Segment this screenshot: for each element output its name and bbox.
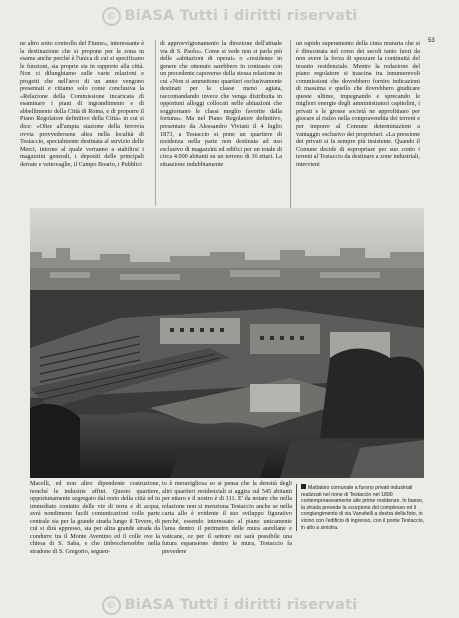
photograph-image [30,208,424,478]
copyright-icon: © [102,596,121,615]
column-divider [290,40,291,210]
copyright-icon: © [102,7,121,26]
caption-marker-icon [301,484,306,489]
watermark-bottom [0,596,459,615]
column-divider [155,40,156,206]
text-column-1 [20,40,144,205]
watermark-text: BiASA Tutti i diritti riservati [124,8,358,24]
bottom-column-2-text: to è meravigliosa so si pensa che la densità degli altri quartieri residenziali si aggira sul 545 abitanti per ettaro e il nostro è di 111. E' da notare che nella relazione non si menziona Testaccio anche se nella carta allo è evidente il suo sviluppo figurativo perché, essendo interessato al piano unicamente l'area dentro il perimetro delle mura aureliane e vaticane, ce per il settore est sarà possibile una futura espansione dentro le mura, Testaccio fa prevedere [162,480,292,555]
text-column-3 [296,40,420,215]
watermark-top [0,7,459,26]
bottom-column-2 [162,480,292,588]
column-2-text: di approvvigionamento la direzione dell'attuale via di S. Paolo». Come si vede non si parla più delle «abitazioni di operai» o «residenze in genere che ottenuto sarebbero in contrasto con un precedente capoverso della stessa relazione in cui «Non si ammettono quartieri esclusivamente destinati per la classe meno agiata, raccomandando invece che venga distribuita in opportuni alloggi collocati nelle abitazioni che soggiornano le classi meglio favorite dalla fortuna». Ma nel Piano Regolatore definitivo, presentato da Alessandro Viviani il 4 luglio 1873, a Testaccio si pone un quartiere di residenza nella parte non destinata ad uso esclusivo di magazzini ed edifici per un totale di circa 4.000 abitanti su un terreno di 36 ettari. La situazione indubbiamente [160,40,282,168]
column-1-text: ne altro sotto controllo del Fiume», interessante è la destinazione che si propone per la zona in esame anche perché è l'unica di cui si specificano le funzioni, sia proprie sia in rapporto alla città. Non ci dilunghiamo sulle varie relazioni e progetti che nell'arco di un anno vengono presentati e citiamo solo come conclusiva la «Relazione della Commissione incaricata di esaminare i piani di ingrandimento e di abbellimento della Città di Roma, e di proporre il Piano Regolatore definitivo della Città» in cui si dice: «Oltre all'ampia stazione della ferrovia ovvia provvedersene altra nella località di Testaccio, specialmente destinata al servizio delle Merci, intorno al quale verranno a stabilirsi i magazzini generali, i depositi delle principali derrate e vettovaglie, il Campo Boario, i Pubblici [20,40,144,168]
page-number: 53 [428,38,435,44]
caption-text: Mattatoio comunale a furono privati industriali realizzati nel rione di Testaccio nel 1890 contemporaneamente alle prime residenze. In basso, la strada prevede la scorpione del complesso ed il congiungimento di via Vanvitelli a destra della foto, in vicino con l'edificio di ingresso, con il ponte Testaccio, in alto a sinistra. [301,485,425,531]
bottom-column-1-text: Macelli, ed non altro dipendente costruzione, nonché le industrie affini. Questo quartiere, opportunamente segregato dal resto della città ed in immediato contatto delle vie di terra e di acqua, avrà nondimeno facili comunicazioni colle parte centrale sia per la grande strada lungo il Tevere, di cui si dirà appresso, sia per altra grande strada da condurre tra il Monte Aventino ed il colle ove la chiesa di S. Saba, e che imbocchersebbe nella stradone di S. Gregorio, seguen- [30,480,160,555]
bottom-column-1 [30,480,160,588]
text-column-2 [160,40,282,205]
column-3-text: un rapido superamento della cinta muraria che si è dimostrata nel corso dei secoli tanto fuori da non avere la forza di spezzare la continuità del tessuto residenziale. Mentre la redazione del piano regolatore si trascina tra innumerevoli commissioni che dovrebbero fornire indicazioni di massima e quello che dovrebbero giudicare queste ultime, impegnando e sprecando le migliori energie degli amministratori capitolini, i privati e le grosse società ne approfittano per giocare al rialzo nella compravendita dei terreni e per imporre al Comune determinazioni a vantaggio esclusivo dei proprietari. «La pressione dei privati si fa sempre più insistente. Quando il Comune decide di espropriare per suo conto i terreni al Testaccio da destinare a zone industriali, intervieni [296,40,420,168]
watermark-text: BiASA Tutti i diritti riservati [124,597,358,613]
photo-caption [296,484,427,531]
